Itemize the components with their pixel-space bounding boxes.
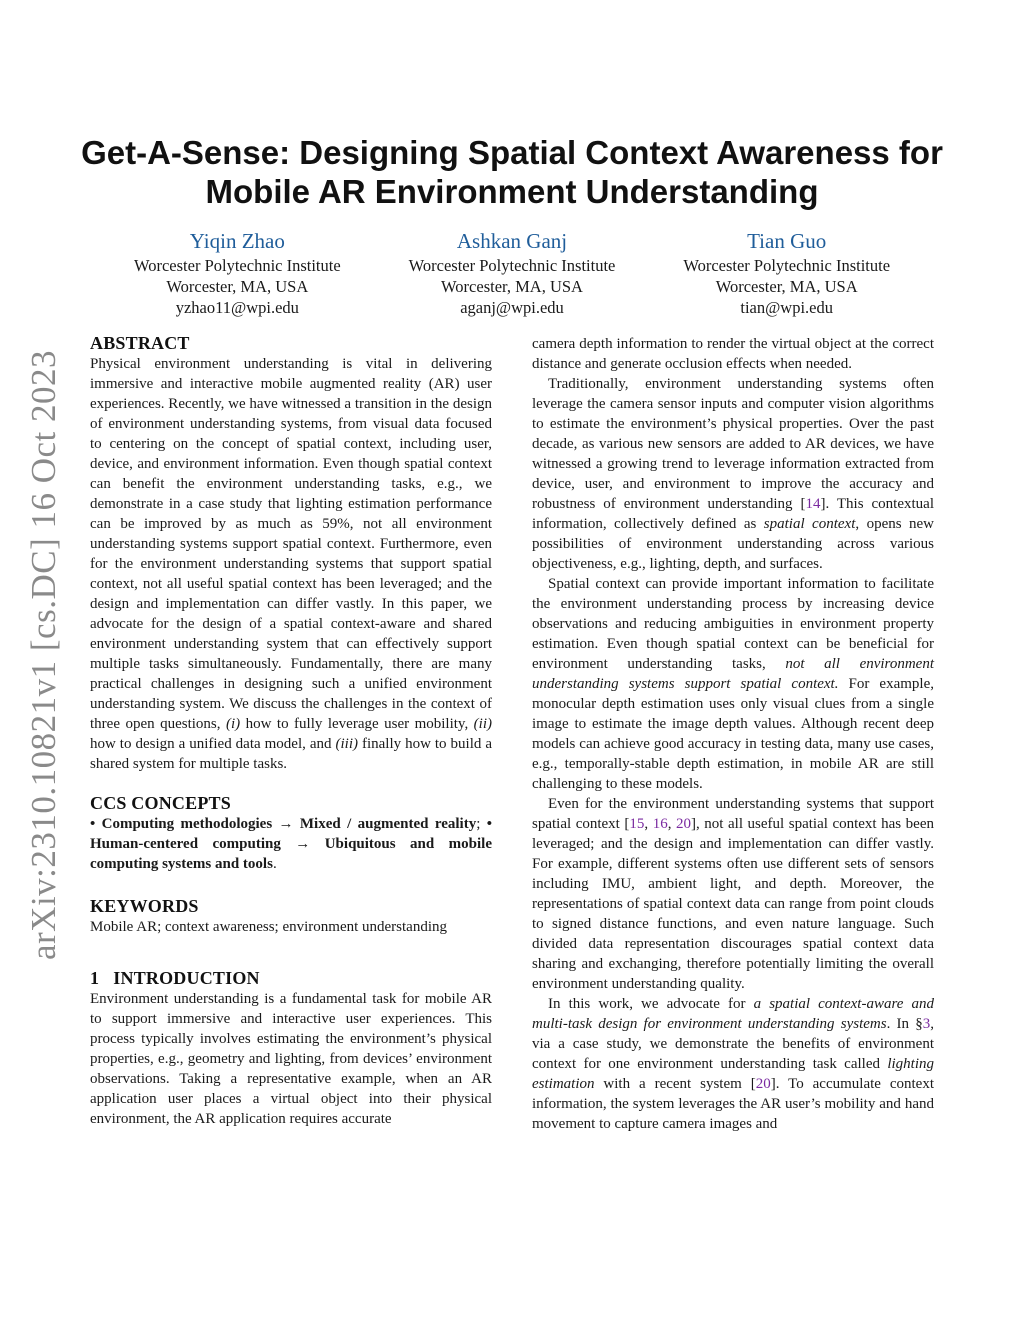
author-name[interactable]: Ashkan Ganj xyxy=(456,229,568,253)
citation-link[interactable]: 15 xyxy=(629,816,645,832)
arxiv-stamp[interactable]: arXiv:2310.10821v1 [cs.DC] 16 Oct 2023 xyxy=(24,349,64,961)
body-paragraph: camera depth information to render the virtual object at the correct distance and generate occlusion effects when needed. xyxy=(532,336,934,372)
author-email: tian@wpi.edu xyxy=(740,298,833,317)
intro-heading: 1 INTRODUCTION xyxy=(90,968,260,988)
author-block xyxy=(100,227,924,318)
author-1 xyxy=(100,227,375,318)
author-3 xyxy=(649,227,924,318)
author-affiliation: Worcester Polytechnic Institute xyxy=(683,256,891,275)
author-email: aganj@wpi.edu xyxy=(460,298,564,317)
author-location: Worcester, MA, USA xyxy=(715,277,858,296)
author-affiliation: Worcester Polytechnic Institute xyxy=(408,256,616,275)
left-column xyxy=(90,332,492,1129)
author-name[interactable]: Yiqin Zhao xyxy=(189,229,285,253)
abstract-text: Physical environment understanding is vital in delivering immersive and interactive mobile augmented reality (AR) user experiences. Recently, we have witnessed a transition in the design of environment understanding systems, from visual data focused to centering on the concept of spatial context, including user, device, and environment information. Even though spatial context can benefit the environment understanding tasks, e.g., we demonstrate in a case study that lighting estimation performance can be improved by as much as 59%, not all environment understanding systems support spatial context. Furthermore, even for the environment understanding systems that support spatial context, not all useful spatial context has been leveraged; and the design and implementation can differ vastly. In this paper, we advocate for the design of a spatial context-aware and shared environment understanding system that can effectively support multiple tasks simultaneously. Fundamentally, there are many practical challenges in designing such a unified environment understanding system. We discuss the challenges in the context of three open questions, (i) how to fully leverage user mobility, (ii) how to design a unified data model, and (iii) finally how to build a shared system for multiple tasks. xyxy=(90,356,492,772)
citation-link[interactable]: 14 xyxy=(805,496,821,512)
body-paragraph: In this work, we advocate for a spatial context-aware and multi-task design for environment understanding systems. In §3, via a case study, we demonstrate the benefits of environment context for one environment understanding task called lighting estimation with a recent system [20]. To accumulate context information, the system leverages the AR user’s mobility and hand movement to capture camera images and xyxy=(532,996,935,1132)
abstract-heading: ABSTRACT xyxy=(90,333,190,353)
author-location: Worcester, MA, USA xyxy=(441,277,583,296)
paper-title xyxy=(80,133,944,211)
intro-paragraph: Environment understanding is a fundamental task for mobile AR to support immersive and interactive user experiences. This process typically involves estimating the environment’s physical properties, e.g., geometry and lighting, from devices’ environment observations. Taking a representative example, when an AR application user places a virtual object into their physical environment, the AR application requires accurate xyxy=(90,991,492,1127)
title-line-1: Get-A-Sense: Designing Spatial Context Awareness for xyxy=(81,134,943,171)
body-paragraph: Even for the environment understanding systems that support spatial context [15, 16, 20], not all useful spatial context has been leveraged; and the design and implementation can differ vastly. For example, different systems often use different sets of sensors including IMU, ambient light, and depth. Moreover, the representations of spatial context data can range from point clouds to signed distance functions, and even nature language. Such divided data representation discourages spatial context data sharing and exchanging, therefore potentially limiting the overall environment understanding quality. xyxy=(532,796,934,992)
arxiv-stamp-container xyxy=(22,349,66,961)
citation-link[interactable]: 20 xyxy=(755,1076,771,1092)
body-paragraph: Spatial context can provide important information to facilitate the environment understanding process by increasing device observations and reducing ambiguities in environment property estimation. Even though spatial context can be beneficial for environment understanding tasks, not all environment understanding systems support spatial context. For example, monocular depth estimation uses only visual clues from a single image to estimate the image depth values. Although recent deep models can achieve good accuracy in testing data, many use cases, e.g., temporally-stable depth estimation, in mobile AR are still challenging to these models. xyxy=(532,576,934,792)
title-line-2: Mobile AR Environment Understanding xyxy=(205,173,819,210)
author-email: yzhao11@wpi.edu xyxy=(175,298,299,317)
ccs-heading: CCS CONCEPTS xyxy=(90,793,231,813)
author-affiliation: Worcester Polytechnic Institute xyxy=(133,256,341,275)
keywords-heading: KEYWORDS xyxy=(90,896,199,916)
section-link[interactable]: 3 xyxy=(922,1016,931,1032)
citation-link[interactable]: 20 xyxy=(676,816,691,832)
ccs-concepts: • Computing methodologies → Mixed / augmented reality; • Human-centered computing → Ubiquitous and mobile computing systems and tools. xyxy=(90,816,492,872)
body-paragraph: Traditionally, environment understanding systems often leverage the camera sensor inputs and computer vision algorithms to estimate the environment’s physical properties. Over the past decade, as various new sensors are added to AR devices, we have witnessed a growing trend to leverage information extracted from device, user, and environment to improve the accuracy and robustness of environment understanding [14]. This contextual information, collectively defined as spatial context, opens new possibilities of environment understanding across various objectiveness, e.g., lighting, depth, and surfaces. xyxy=(532,376,934,572)
keywords-text: Mobile AR; context awareness; environment understanding xyxy=(90,919,448,935)
author-2 xyxy=(375,227,650,318)
citation-link[interactable]: 16 xyxy=(652,816,668,832)
author-name[interactable]: Tian Guo xyxy=(747,229,827,253)
author-location: Worcester, MA, USA xyxy=(166,277,309,296)
right-column xyxy=(532,334,934,1134)
